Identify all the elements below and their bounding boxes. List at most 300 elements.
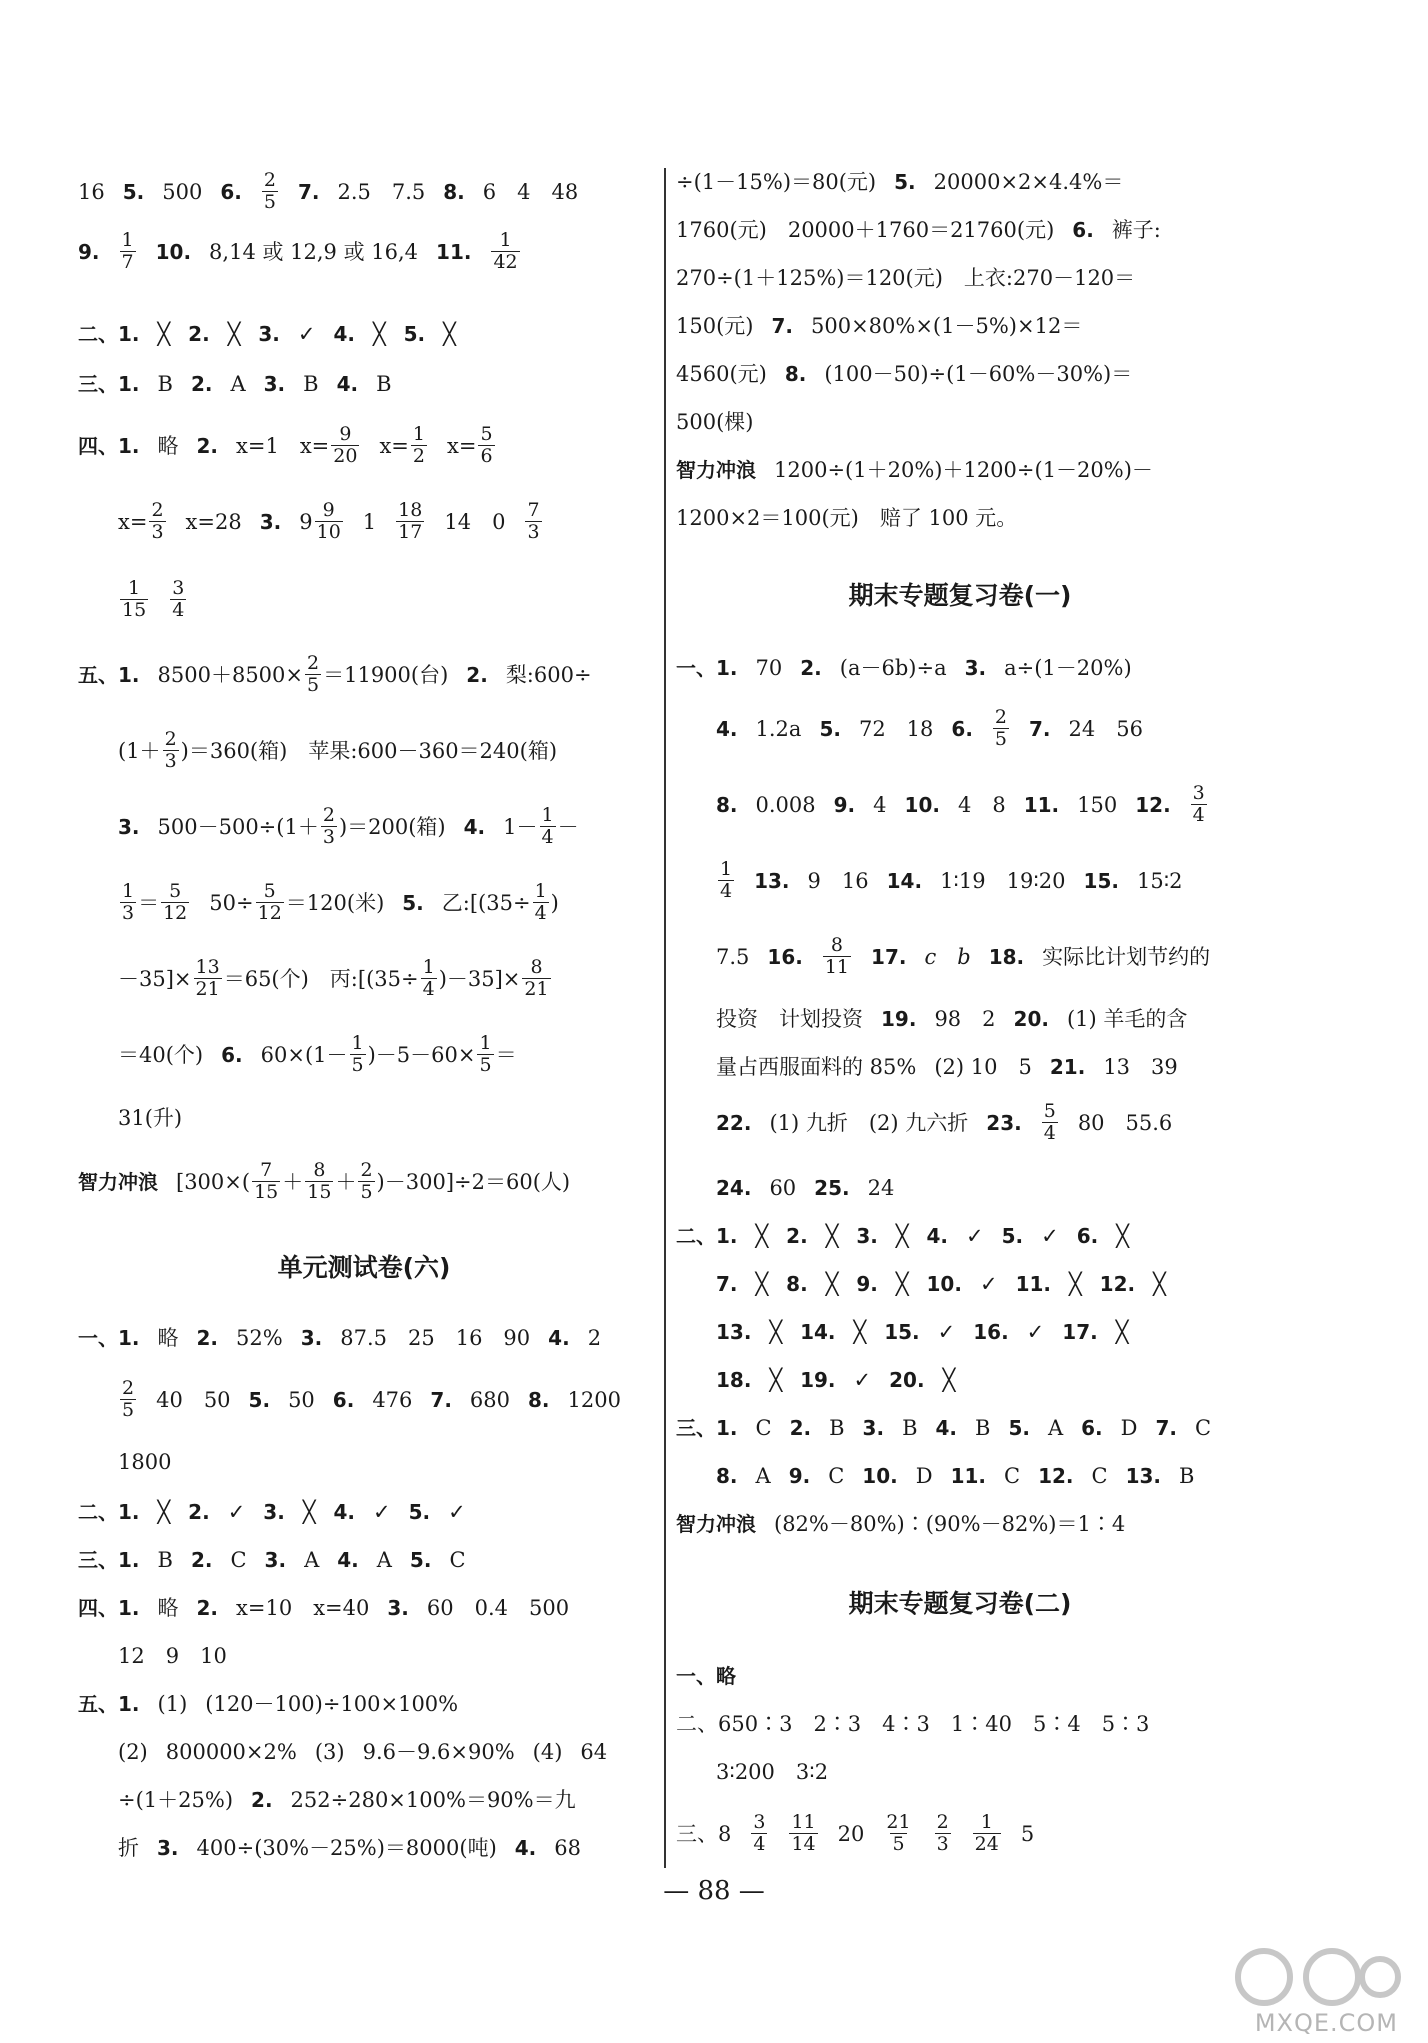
fraction bbox=[1042, 1102, 1058, 1144]
fraction-denominator: 3 bbox=[122, 902, 135, 924]
fraction-denominator: 14 bbox=[791, 1833, 816, 1855]
fraction-denominator: 3 bbox=[936, 1833, 949, 1855]
item-number: 5. bbox=[819, 717, 841, 741]
item-number: 25. bbox=[814, 1176, 850, 1200]
fraction-denominator: 3 bbox=[164, 750, 177, 772]
answer-text: ÷(1＋25%) bbox=[118, 1787, 234, 1812]
answer-text: 1 bbox=[362, 509, 377, 534]
item-number: 5. bbox=[409, 1548, 432, 1572]
item-number: 10. bbox=[904, 793, 940, 817]
answer-line bbox=[676, 706, 1244, 750]
item-number: 7. bbox=[716, 1272, 738, 1296]
fraction bbox=[331, 425, 359, 467]
answer-line bbox=[676, 404, 1244, 440]
fraction-denominator: 12 bbox=[257, 902, 282, 924]
item-number: 9. bbox=[833, 793, 856, 817]
answer-text: 1.2a bbox=[755, 716, 802, 741]
item-number: 一、略 bbox=[676, 1664, 736, 1688]
answer-line bbox=[676, 1100, 1244, 1144]
answer-text: 1200÷(1＋20%)＋1200÷(1－20%)－ bbox=[774, 457, 1153, 482]
fraction-denominator: 3 bbox=[151, 521, 164, 543]
item-number: 15. bbox=[1083, 869, 1119, 893]
fraction-denominator: 3 bbox=[322, 826, 335, 848]
answer-text: D bbox=[915, 1463, 933, 1488]
answer-line bbox=[676, 1506, 1244, 1542]
fraction-numerator: 21 bbox=[886, 1811, 911, 1834]
answer-text: ✓ bbox=[227, 1499, 246, 1524]
answer-text: (a－6b)÷a bbox=[839, 655, 947, 680]
fraction-numerator: 2 bbox=[322, 804, 335, 827]
item-number: 15. bbox=[884, 1320, 920, 1344]
item-number: 2. bbox=[196, 434, 219, 458]
answer-text: ＝11900(台) bbox=[323, 662, 449, 687]
item-number: 一、1. bbox=[676, 656, 738, 680]
item-number: 6. bbox=[332, 1388, 355, 1412]
item-number: 3. bbox=[263, 1500, 285, 1524]
answer-text: － bbox=[557, 814, 579, 839]
answer-text: ✓ bbox=[937, 1319, 956, 1344]
fraction bbox=[491, 231, 519, 273]
item-number: 四、1. bbox=[78, 434, 140, 458]
answer-text: [300×( bbox=[176, 1169, 251, 1194]
answer-text: ╳ bbox=[157, 1499, 171, 1524]
answer-line bbox=[78, 1444, 650, 1480]
fraction-denominator: 4 bbox=[1192, 804, 1205, 826]
item-number: 8. bbox=[443, 180, 465, 204]
item-number: 10. bbox=[155, 240, 192, 264]
fraction bbox=[149, 501, 165, 543]
answer-text: )＝200(箱) bbox=[338, 814, 446, 839]
item-number: 18. bbox=[716, 1368, 752, 1392]
answer-text: B bbox=[975, 1415, 991, 1440]
answer-text: 150(元) bbox=[676, 313, 754, 338]
answer-line bbox=[676, 1658, 1244, 1694]
item-number: 8. bbox=[528, 1388, 550, 1412]
fraction-numerator: 2 bbox=[994, 706, 1008, 729]
answer-line bbox=[78, 652, 650, 696]
item-number: 8. bbox=[716, 1464, 738, 1488]
answer-text: C bbox=[1091, 1463, 1108, 1488]
item-number: 三、1. bbox=[78, 372, 140, 396]
item-number: 4. bbox=[463, 815, 486, 839]
answer-text: ＋ bbox=[282, 1169, 304, 1194]
item-number: 2. bbox=[800, 656, 822, 680]
answer-line bbox=[676, 1266, 1244, 1302]
answer-line bbox=[78, 1782, 650, 1818]
fraction-numerator: 1 bbox=[422, 956, 435, 979]
fraction-denominator: 4 bbox=[541, 826, 554, 848]
answer-text: 4560(元) bbox=[676, 361, 767, 386]
answer-line bbox=[78, 1590, 650, 1626]
answer-text: 二、650∶3 2∶3 4∶3 1∶40 5∶4 5∶3 bbox=[676, 1711, 1150, 1736]
item-number: 2. bbox=[190, 372, 213, 396]
answer-text: 1200 bbox=[567, 1387, 621, 1412]
item-number: 3. bbox=[387, 1596, 409, 1620]
fraction bbox=[163, 730, 179, 772]
item-number: 16. bbox=[973, 1320, 1009, 1344]
fraction bbox=[477, 1034, 493, 1076]
fraction bbox=[256, 882, 284, 924]
answer-text: )＝360(箱) 苹果:600－360＝240(箱) bbox=[180, 738, 558, 763]
answer-text: ＝120(米) bbox=[285, 890, 385, 915]
answer-text: ╳ bbox=[825, 1223, 839, 1248]
fraction-numerator: 1 bbox=[121, 229, 134, 252]
fraction-denominator: 5 bbox=[307, 674, 320, 696]
item-number: 二、1. bbox=[78, 1500, 140, 1524]
answer-text: B bbox=[829, 1415, 845, 1440]
item-number: 19. bbox=[881, 1007, 917, 1031]
answer-line bbox=[676, 1314, 1244, 1350]
answer-text: )－35]× bbox=[438, 966, 521, 991]
fraction-numerator: 1 bbox=[499, 229, 512, 252]
fraction bbox=[252, 1161, 280, 1203]
fraction-denominator: 17 bbox=[398, 521, 423, 543]
fraction-numerator: 2 bbox=[263, 169, 276, 192]
answer-text: 9 bbox=[299, 509, 313, 534]
answer-text: (1) 羊毛的含 bbox=[1066, 1006, 1188, 1031]
answer-line bbox=[676, 1811, 1244, 1855]
answer-line bbox=[676, 164, 1244, 200]
fraction bbox=[358, 1161, 374, 1203]
answer-text: 略 bbox=[157, 1325, 179, 1350]
fraction-numerator: 5 bbox=[480, 423, 493, 446]
item-number: 13. bbox=[716, 1320, 752, 1344]
answer-text: C bbox=[230, 1547, 247, 1572]
item-number: 2. bbox=[196, 1596, 219, 1620]
answer-text: a÷(1－20%) bbox=[1004, 655, 1132, 680]
item-number: 11. bbox=[1015, 1272, 1051, 1296]
fraction bbox=[993, 708, 1009, 750]
answer-text: 680 bbox=[469, 1387, 511, 1412]
answer-text: B bbox=[157, 1547, 173, 1572]
item-number: 一、1. bbox=[78, 1326, 140, 1350]
item-number: 智力冲浪 bbox=[676, 1512, 756, 1536]
fraction-denominator: 5 bbox=[360, 1181, 373, 1203]
fraction-numerator: 9 bbox=[322, 499, 335, 522]
answer-text: 8,14 或 12,9 或 16,4 bbox=[209, 239, 419, 264]
item-number: 7. bbox=[1029, 717, 1051, 741]
fraction bbox=[522, 958, 550, 1000]
answer-text: 16 bbox=[78, 179, 105, 204]
answer-text: 12 9 10 bbox=[118, 1643, 227, 1668]
answer-text: 实际比计划节约的 bbox=[1042, 944, 1211, 969]
answer-text: 60×(1－ bbox=[260, 1042, 348, 1067]
item-number: 智力冲浪 bbox=[78, 1170, 158, 1194]
answer-text: ╳ bbox=[1069, 1271, 1082, 1296]
answer-text: (100－50)÷(1－60%－30%)＝ bbox=[824, 361, 1133, 386]
answer-text: x=10 x=40 bbox=[236, 1595, 370, 1620]
answer-text: x= bbox=[118, 509, 148, 534]
item-number: 4. bbox=[926, 1224, 949, 1248]
answer-text: ✓ bbox=[853, 1367, 872, 1392]
item-number: 19. bbox=[800, 1368, 836, 1392]
answer-line bbox=[78, 229, 650, 273]
answer-text: 9 16 bbox=[807, 868, 869, 893]
item-number: 4. bbox=[336, 372, 359, 396]
answer-text: ╳ bbox=[443, 321, 456, 346]
answer-line bbox=[676, 858, 1244, 902]
answer-text: 4 bbox=[873, 792, 887, 817]
fraction-numerator: 3 bbox=[753, 1811, 766, 1834]
fraction-numerator: 9 bbox=[339, 423, 352, 446]
answer-text: 折 bbox=[118, 1835, 139, 1860]
item-number: 14. bbox=[800, 1320, 836, 1344]
fraction-denominator: 6 bbox=[480, 445, 493, 467]
fraction-denominator: 11 bbox=[824, 956, 850, 978]
answer-text: ╳ bbox=[755, 1223, 769, 1248]
answer-text: 5 bbox=[1020, 1821, 1035, 1846]
fraction-denominator: 5 bbox=[263, 191, 276, 213]
item-number: 2. bbox=[188, 1500, 210, 1524]
answer-text: ╳ bbox=[755, 1271, 769, 1296]
answer-line bbox=[78, 1638, 650, 1674]
answer-text: 14 0 bbox=[444, 509, 506, 534]
item-number: 3. bbox=[862, 1416, 885, 1440]
fraction-numerator: 2 bbox=[122, 1377, 135, 1400]
item-number: 6. bbox=[1072, 218, 1094, 242]
item-number: 5. bbox=[408, 1500, 431, 1524]
answer-line bbox=[78, 956, 650, 1000]
item-number: 智力冲浪 bbox=[676, 458, 756, 482]
item-number: 4. bbox=[337, 1548, 359, 1572]
fraction-denominator: 15 bbox=[254, 1181, 279, 1203]
answer-text: ✓ bbox=[966, 1223, 984, 1248]
fraction-denominator: 20 bbox=[333, 445, 358, 467]
answer-line bbox=[676, 260, 1244, 296]
fraction-numerator: 11 bbox=[791, 1811, 816, 1834]
answer-text: ╳ bbox=[895, 1223, 909, 1248]
item-number: 11. bbox=[1023, 793, 1060, 817]
answer-line bbox=[676, 1170, 1244, 1206]
fraction-denominator: 2 bbox=[412, 445, 426, 467]
fraction bbox=[120, 579, 148, 621]
answer-text: 80 55.6 bbox=[1077, 1110, 1173, 1135]
item-number: 8. bbox=[784, 362, 807, 386]
fraction bbox=[935, 1813, 951, 1855]
fraction-numerator: 1 bbox=[980, 1811, 993, 1834]
answer-text: B bbox=[902, 1415, 918, 1440]
fraction-denominator: 10 bbox=[316, 521, 341, 543]
answer-text: ╳ bbox=[769, 1367, 783, 1392]
answer-text: 476 bbox=[372, 1387, 413, 1412]
answer-line bbox=[78, 423, 650, 467]
fraction-denominator: 15 bbox=[307, 1181, 332, 1203]
answer-text: 500×80%×(1－5%)×12＝ bbox=[810, 313, 1083, 338]
fraction-numerator: 3 bbox=[1192, 782, 1205, 805]
answer-text: －35]× bbox=[118, 966, 192, 991]
answer-text: (1) 九折 (2) 九六折 bbox=[769, 1110, 969, 1135]
answer-text: B bbox=[376, 371, 392, 396]
fraction-numerator: 5 bbox=[169, 880, 182, 903]
fraction-denominator: 4 bbox=[172, 599, 185, 621]
answer-line bbox=[676, 1754, 1244, 1790]
answer-text: ╳ bbox=[769, 1319, 783, 1344]
item-number: 5. bbox=[1008, 1416, 1030, 1440]
answer-text: 500－500÷(1＋ bbox=[157, 814, 319, 839]
answer-line bbox=[78, 1830, 650, 1866]
item-number: 3. bbox=[300, 1326, 323, 1350]
fraction bbox=[973, 1813, 1001, 1855]
answer-text: 500 bbox=[162, 179, 203, 204]
fraction bbox=[789, 1813, 817, 1855]
answer-line bbox=[676, 356, 1244, 392]
item-number: 5. bbox=[894, 170, 916, 194]
item-number: 6. bbox=[1081, 1416, 1103, 1440]
fraction bbox=[396, 501, 424, 543]
answer-text: ) bbox=[550, 890, 559, 915]
fraction bbox=[823, 936, 851, 978]
answer-text: 三、8 bbox=[676, 1821, 732, 1846]
answer-text: A bbox=[1047, 1415, 1064, 1440]
answer-text: 7.5 bbox=[716, 944, 750, 969]
fraction-denominator: 5 bbox=[351, 1054, 364, 1076]
answer-line bbox=[676, 212, 1244, 248]
item-number: 24. bbox=[716, 1176, 752, 1200]
fraction-denominator: 4 bbox=[534, 902, 547, 924]
answer-text: (1) bbox=[157, 1691, 188, 1716]
item-number: 3. bbox=[856, 1224, 878, 1248]
answer-text: 1760(元) 20000＋1760＝21760(元) bbox=[676, 217, 1055, 242]
fraction bbox=[315, 501, 343, 543]
section-title: 单元测试卷(六) bbox=[277, 1253, 451, 1282]
answer-line bbox=[676, 1049, 1244, 1085]
fraction bbox=[120, 882, 136, 924]
answer-text: ＝ bbox=[138, 890, 160, 915]
item-number: 23. bbox=[986, 1111, 1022, 1135]
answer-text: 9.6－9.6×90% bbox=[362, 1739, 515, 1764]
answer-text: ＝65(个) 丙:[(35÷ bbox=[223, 966, 419, 991]
fraction-denominator: 3 bbox=[527, 521, 540, 543]
answer-text: ╳ bbox=[1115, 1319, 1129, 1344]
fraction-numerator: 2 bbox=[164, 728, 177, 751]
item-number: 2. bbox=[251, 1788, 273, 1812]
fraction bbox=[718, 860, 734, 902]
fraction-numerator: 13 bbox=[195, 956, 220, 979]
answer-text: ✓ bbox=[1041, 1223, 1059, 1248]
item-number: 11. bbox=[950, 1464, 986, 1488]
item-number: 3. bbox=[263, 372, 286, 396]
answer-line bbox=[676, 1458, 1244, 1494]
answer-text: ╳ bbox=[157, 321, 171, 346]
answer-line bbox=[676, 1706, 1244, 1742]
section-title: 期末专题复习卷(二) bbox=[848, 1589, 1072, 1618]
section-title: 期末专题复习卷(一) bbox=[848, 581, 1072, 610]
answer-text: 8500＋8500× bbox=[157, 662, 303, 687]
fraction bbox=[305, 654, 321, 696]
fraction bbox=[321, 806, 337, 848]
item-number: 4. bbox=[333, 322, 355, 346]
answer-text: 20000×2×4.4%＝ bbox=[933, 169, 1124, 194]
item-number: 7. bbox=[1155, 1416, 1178, 1440]
answer-line bbox=[676, 1362, 1244, 1398]
item-number: 4. bbox=[514, 1836, 537, 1860]
item-number: 2. bbox=[789, 1416, 812, 1440]
fraction-denominator: 4 bbox=[422, 978, 435, 1000]
answer-text: 800000×2% bbox=[165, 1739, 297, 1764]
fraction-numerator: 1 bbox=[128, 577, 141, 600]
fraction-denominator: 5 bbox=[994, 728, 1008, 750]
answer-line bbox=[78, 366, 650, 402]
answer-text: ✓ bbox=[1026, 1319, 1045, 1344]
answer-text: A bbox=[230, 371, 246, 396]
answer-text: C bbox=[449, 1547, 466, 1572]
answer-line bbox=[676, 934, 1244, 978]
item-number: 12. bbox=[1038, 1464, 1074, 1488]
answer-line bbox=[78, 316, 650, 352]
fraction bbox=[120, 1379, 136, 1421]
fraction-denominator: 12 bbox=[163, 902, 188, 924]
answer-line bbox=[676, 650, 1244, 686]
answer-line bbox=[78, 1377, 650, 1421]
answer-line bbox=[78, 804, 650, 848]
fraction-denominator: 4 bbox=[753, 1833, 766, 1855]
item-number: 20. bbox=[1013, 1007, 1049, 1031]
answer-text: 13 39 bbox=[1103, 1054, 1178, 1079]
item-number: 2. bbox=[786, 1224, 808, 1248]
fraction-numerator: 3 bbox=[172, 577, 185, 600]
answer-line bbox=[78, 1494, 650, 1530]
item-number: 13. bbox=[754, 869, 790, 893]
fraction bbox=[350, 1034, 366, 1076]
answer-text: B bbox=[157, 371, 173, 396]
fraction bbox=[262, 171, 278, 213]
answer-text: ＝40(个) bbox=[118, 1042, 204, 1067]
answer-text: c b bbox=[924, 944, 971, 969]
fraction-numerator: 8 bbox=[530, 956, 543, 979]
answer-line bbox=[78, 499, 650, 543]
fraction bbox=[533, 882, 549, 924]
fraction-numerator: 1 bbox=[534, 880, 547, 903]
answer-line bbox=[78, 1734, 650, 1770]
item-number: 3. bbox=[964, 656, 987, 680]
fraction-numerator: 2 bbox=[936, 1811, 949, 1834]
item-number: 9. bbox=[78, 240, 100, 264]
fraction bbox=[161, 882, 189, 924]
answer-line bbox=[78, 1159, 650, 1203]
item-number: 12. bbox=[1099, 1272, 1136, 1296]
item-number: 13. bbox=[1125, 1464, 1162, 1488]
item-number: 2. bbox=[196, 1326, 219, 1350]
fraction bbox=[884, 1813, 912, 1855]
item-number: 22. bbox=[716, 1111, 752, 1135]
answer-text: x=1 x= bbox=[236, 433, 330, 458]
fraction-denominator: 4 bbox=[1043, 1122, 1056, 1144]
answer-text: A bbox=[304, 1547, 320, 1572]
item-number: 20. bbox=[889, 1368, 925, 1392]
answer-text: 0.008 bbox=[755, 792, 816, 817]
item-number: 18. bbox=[988, 945, 1025, 969]
answer-text: 梨:600÷ bbox=[505, 662, 592, 687]
answer-text: ✓ bbox=[297, 321, 316, 346]
answer-text: 量占西服面料的 85% bbox=[716, 1054, 917, 1079]
answer-text: x=28 bbox=[185, 509, 242, 534]
fraction-numerator: 1 bbox=[541, 804, 554, 827]
item-number: 二、1. bbox=[78, 322, 140, 346]
fraction-denominator: 21 bbox=[524, 978, 549, 1000]
item-number: 4. bbox=[333, 1500, 355, 1524]
answer-text: ╳ bbox=[853, 1319, 867, 1344]
answer-text: 98 2 bbox=[934, 1006, 996, 1031]
fraction bbox=[478, 425, 494, 467]
answer-line bbox=[676, 1410, 1244, 1446]
answer-text: 1∶19 19∶20 bbox=[940, 868, 1066, 893]
item-number: 7. bbox=[297, 180, 320, 204]
item-number: 2. bbox=[466, 663, 488, 687]
answer-text: (82%－80%)∶(90%－82%)＝1∶4 bbox=[774, 1511, 1126, 1536]
item-number: 10. bbox=[926, 1272, 962, 1296]
answer-text: 24 56 bbox=[1068, 716, 1143, 741]
answer-text: 270÷(1＋125%)＝120(元) 上衣:270－120＝ bbox=[676, 265, 1136, 290]
